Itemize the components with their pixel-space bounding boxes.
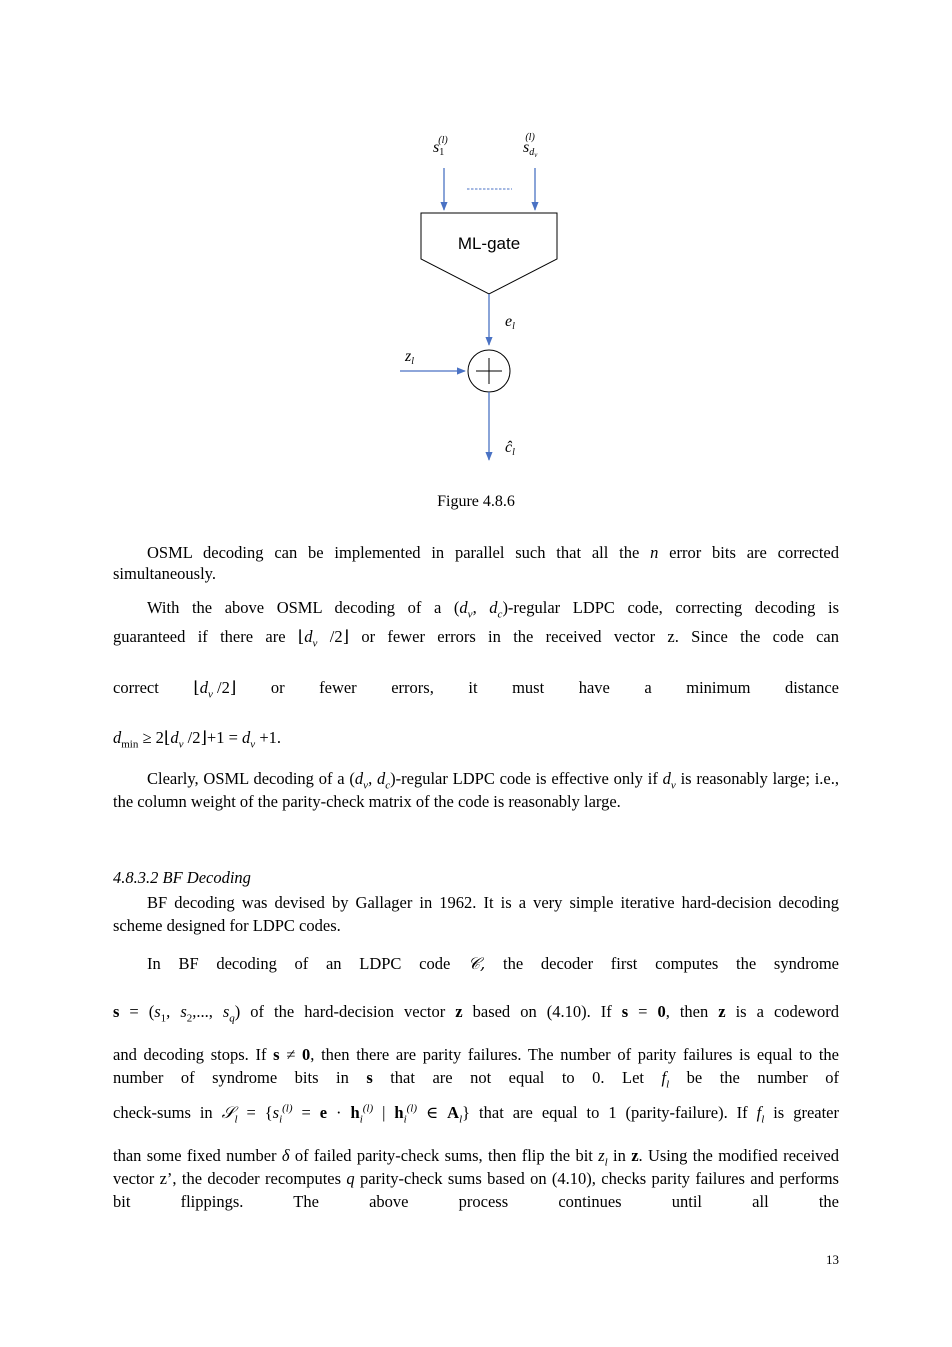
text-run: } bbox=[462, 1103, 471, 1122]
text-run: 0 bbox=[302, 1045, 311, 1064]
text-run: have bbox=[578, 678, 610, 697]
text-run: fewer bbox=[319, 678, 357, 697]
input-last-sub: d bbox=[529, 147, 535, 158]
text-run: than some fixed number bbox=[113, 1146, 282, 1165]
paragraph-osml-guarantee bbox=[113, 596, 839, 620]
text-run: min bbox=[121, 738, 139, 751]
text-run: , bbox=[472, 598, 490, 617]
text-run: s bbox=[154, 1002, 161, 1021]
text-run: BF bbox=[178, 954, 199, 973]
text-run: distance bbox=[784, 678, 839, 697]
text-run: +1 bbox=[255, 728, 277, 747]
text-run: , bbox=[166, 1002, 181, 1021]
text-run: d bbox=[304, 627, 313, 646]
text-run: ) bbox=[234, 1002, 241, 1021]
ml-gate-label: ML-gate bbox=[457, 234, 521, 253]
text-run: c bbox=[497, 608, 503, 621]
text-run: ≠ bbox=[279, 1045, 303, 1064]
section-heading: 4.8.3.2 BF Decoding bbox=[113, 868, 251, 887]
text-run: syndrome bbox=[773, 954, 839, 973]
text-run: l bbox=[761, 1113, 765, 1126]
text-run: · bbox=[327, 1103, 351, 1122]
text-run: ≥ 2 bbox=[138, 728, 164, 747]
text-run: f bbox=[661, 1068, 667, 1087]
gate-output-label bbox=[505, 313, 515, 332]
text-run: f bbox=[756, 1103, 762, 1122]
text-run: With the above OSML decoding of a ( bbox=[147, 598, 460, 617]
text-run: /2 bbox=[183, 728, 201, 747]
decoded-output-label bbox=[505, 439, 515, 458]
text-run: s bbox=[273, 1045, 280, 1064]
text-run: d bbox=[662, 769, 671, 788]
input-last-subsub: v bbox=[534, 151, 538, 159]
text-run: z bbox=[598, 1146, 605, 1165]
text-run: q bbox=[229, 1012, 235, 1025]
text-run: or fewer errors in the received vector z. Since the code can bbox=[349, 627, 839, 646]
text-run: the bbox=[736, 954, 757, 973]
text-run: 2 bbox=[186, 1012, 193, 1025]
text-run: that are not equal to 0. Let bbox=[372, 1068, 662, 1087]
text-run: e bbox=[319, 1103, 328, 1122]
text-run: correct bbox=[113, 678, 159, 697]
text-run: OSML decoding can be implemented in parallel such that all the bbox=[147, 543, 651, 562]
line-dmin-formula bbox=[113, 727, 839, 751]
line-bf-syndrome bbox=[113, 953, 839, 974]
text-run: 𝒞, bbox=[468, 954, 486, 973]
text-run: /2 bbox=[317, 627, 343, 646]
decoded-output-sub: l bbox=[512, 447, 515, 458]
text-run: an bbox=[325, 954, 342, 973]
text-run: d bbox=[377, 769, 386, 788]
text-run: d bbox=[199, 678, 209, 697]
gate-output-sub: l bbox=[512, 321, 515, 332]
text-run: guaranteed if there are bbox=[113, 627, 298, 646]
text-run: s bbox=[222, 1002, 230, 1021]
text-run: c bbox=[385, 779, 391, 792]
text-run: ⌊ bbox=[163, 728, 171, 747]
text-run: d bbox=[113, 728, 122, 747]
text-run: /2 bbox=[212, 678, 230, 697]
text-run: check-sums in bbox=[113, 1103, 222, 1122]
text-run: +1 = bbox=[206, 728, 243, 747]
input-label-first bbox=[433, 135, 448, 158]
text-run: ⌋ bbox=[200, 728, 207, 747]
text-run: = bbox=[628, 1002, 658, 1021]
text-run: , bbox=[368, 769, 377, 788]
text-run: l bbox=[234, 1113, 238, 1126]
text-run: d bbox=[459, 598, 468, 617]
input-first-sub: 1 bbox=[439, 147, 445, 158]
floor-expression bbox=[193, 677, 237, 701]
text-run: decoder bbox=[540, 954, 594, 973]
text-run: s bbox=[113, 1002, 120, 1021]
text-run: the bbox=[503, 954, 524, 973]
text-run: s bbox=[272, 1103, 280, 1122]
xor-input-symbol: z bbox=[405, 348, 412, 365]
text-run: of the hard-decision vector bbox=[240, 1002, 456, 1021]
text-run: ∈ bbox=[417, 1103, 448, 1122]
text-run: i bbox=[279, 1113, 283, 1126]
text-run: decoding bbox=[216, 954, 277, 973]
paragraph-osml-effective bbox=[113, 767, 839, 813]
text-run: h bbox=[394, 1103, 404, 1122]
text-run: v bbox=[670, 779, 676, 792]
text-run: computes bbox=[655, 954, 719, 973]
text-run: s bbox=[621, 1002, 629, 1021]
decoded-output-symbol: ĉ bbox=[505, 439, 513, 456]
line-syndrome-definition bbox=[113, 1001, 840, 1025]
text-run: , then bbox=[665, 1002, 719, 1021]
text-run: z bbox=[455, 1002, 463, 1021]
text-run: , then there are parity failures. The number of parity failures is equal to the number of syndrome bits in bbox=[113, 1045, 839, 1087]
text-run: i bbox=[359, 1113, 363, 1126]
text-run: v bbox=[363, 779, 369, 792]
text-run: i bbox=[403, 1113, 407, 1126]
text-run: | bbox=[373, 1103, 395, 1122]
text-run: is a codeword bbox=[725, 1002, 840, 1021]
text-run: LDPC bbox=[359, 954, 402, 973]
text-run: be the number of bbox=[669, 1068, 839, 1087]
text-run: l bbox=[459, 1113, 463, 1126]
paragraph-osml-parallel bbox=[113, 542, 839, 584]
text-run: A bbox=[447, 1103, 460, 1122]
text-run: ⌊ bbox=[193, 678, 200, 697]
text-run: or bbox=[270, 678, 285, 697]
figure-caption: Figure 4.8.6 bbox=[437, 493, 515, 510]
text-run: minimum bbox=[686, 678, 751, 697]
text-run: is greater bbox=[764, 1103, 839, 1122]
text-run: . bbox=[276, 728, 281, 747]
line-check-sums bbox=[113, 1102, 839, 1126]
text-run: ⌋ bbox=[229, 678, 237, 697]
text-run: v bbox=[178, 738, 184, 751]
text-run: s bbox=[180, 1002, 187, 1021]
text-run: )-regular LDPC code, correcting decoding is bbox=[502, 598, 839, 617]
text-run: . Using the modified received vector z’, the decoder recomputes bbox=[113, 1146, 839, 1188]
text-run: ,..., bbox=[192, 1002, 223, 1021]
text-run: must bbox=[512, 678, 545, 697]
text-run: ⌋ bbox=[342, 627, 350, 646]
input-last-symbol: s bbox=[523, 139, 530, 156]
text-run: is reasonably large; i.e., the column weight of the parity-check matrix of the code is reasonably large. bbox=[113, 769, 839, 811]
paragraph-bf-intro bbox=[113, 891, 839, 937]
text-run: first bbox=[610, 954, 638, 973]
text-run: = ( bbox=[119, 1002, 155, 1021]
gate-output-symbol: e bbox=[505, 313, 513, 330]
text-run: l bbox=[604, 1156, 608, 1169]
ml-gate-diagram bbox=[0, 0, 952, 480]
text-run: l bbox=[666, 1078, 670, 1091]
text-run: v bbox=[312, 637, 318, 650]
text-run: errors, bbox=[391, 678, 434, 697]
text-run: that are equal to 1 (parity-failure). If bbox=[470, 1103, 757, 1122]
text-run: (l) bbox=[362, 1102, 374, 1115]
text-run: 1 bbox=[160, 1012, 167, 1025]
text-run: d bbox=[354, 769, 364, 788]
text-run: d bbox=[242, 728, 251, 747]
text-run: code bbox=[419, 954, 451, 973]
text-run: v bbox=[208, 688, 213, 701]
xor-input-label bbox=[404, 348, 414, 367]
input-first-symbol: s bbox=[433, 139, 440, 156]
line-correct bbox=[113, 677, 839, 701]
text-run: 0 bbox=[657, 1002, 666, 1021]
text-run: and decoding stops. If bbox=[113, 1045, 274, 1064]
text-run: (l) bbox=[282, 1102, 293, 1115]
text-run: in bbox=[607, 1146, 632, 1165]
text-run: = { bbox=[237, 1103, 273, 1122]
text-run: In bbox=[147, 954, 161, 973]
text-run: Clearly, OSML decoding of a ( bbox=[147, 769, 355, 788]
text-run: BF decoding was devised by Gallager in 1962. It is a very simple iterative hard-decision decoding scheme designed for LDPC codes. bbox=[113, 893, 839, 935]
text-run: v bbox=[467, 608, 473, 621]
page-number: 13 bbox=[826, 1252, 839, 1267]
text-run: s bbox=[366, 1068, 373, 1087]
input-last-sup: (l) bbox=[525, 132, 535, 143]
text-run: d bbox=[489, 598, 498, 617]
text-run: error bits are corrected simultaneously. bbox=[113, 543, 840, 583]
text-run: d bbox=[170, 728, 179, 747]
text-run: = bbox=[292, 1103, 320, 1122]
text-run: z bbox=[718, 1002, 726, 1021]
text-run: v bbox=[250, 738, 256, 751]
text-run: q bbox=[346, 1169, 355, 1188]
text-run: n bbox=[650, 543, 659, 562]
text-run: based on (4.10). If bbox=[462, 1002, 622, 1021]
paragraph-parity-failures bbox=[113, 1043, 839, 1089]
text-run: h bbox=[350, 1103, 360, 1122]
text-run: (l) bbox=[406, 1102, 418, 1115]
text-run: ⌊ bbox=[297, 627, 305, 646]
text-run: it bbox=[468, 678, 478, 697]
xor-input-sub: l bbox=[411, 356, 415, 367]
text-run: parity-check sums based on (4.10), checks parity failures and performs bit flippings. The above process continues until all the bbox=[113, 1169, 839, 1211]
text-run: 𝒮 bbox=[221, 1103, 235, 1122]
line-guaranteed bbox=[113, 626, 839, 650]
input-label-last bbox=[523, 132, 538, 159]
text-run: δ bbox=[281, 1146, 290, 1165]
text-run: a bbox=[644, 678, 652, 697]
text-run: of bbox=[294, 954, 309, 973]
paragraph-bit-flipping bbox=[113, 1144, 839, 1213]
text-run: )-regular LDPC code is effective only if bbox=[390, 769, 663, 788]
text-run: z bbox=[631, 1146, 639, 1165]
text-run: of failed parity-check sums, then flip the bit bbox=[289, 1146, 599, 1165]
ml-gate-shape bbox=[421, 213, 557, 294]
input-first-sup: (l) bbox=[438, 135, 448, 146]
